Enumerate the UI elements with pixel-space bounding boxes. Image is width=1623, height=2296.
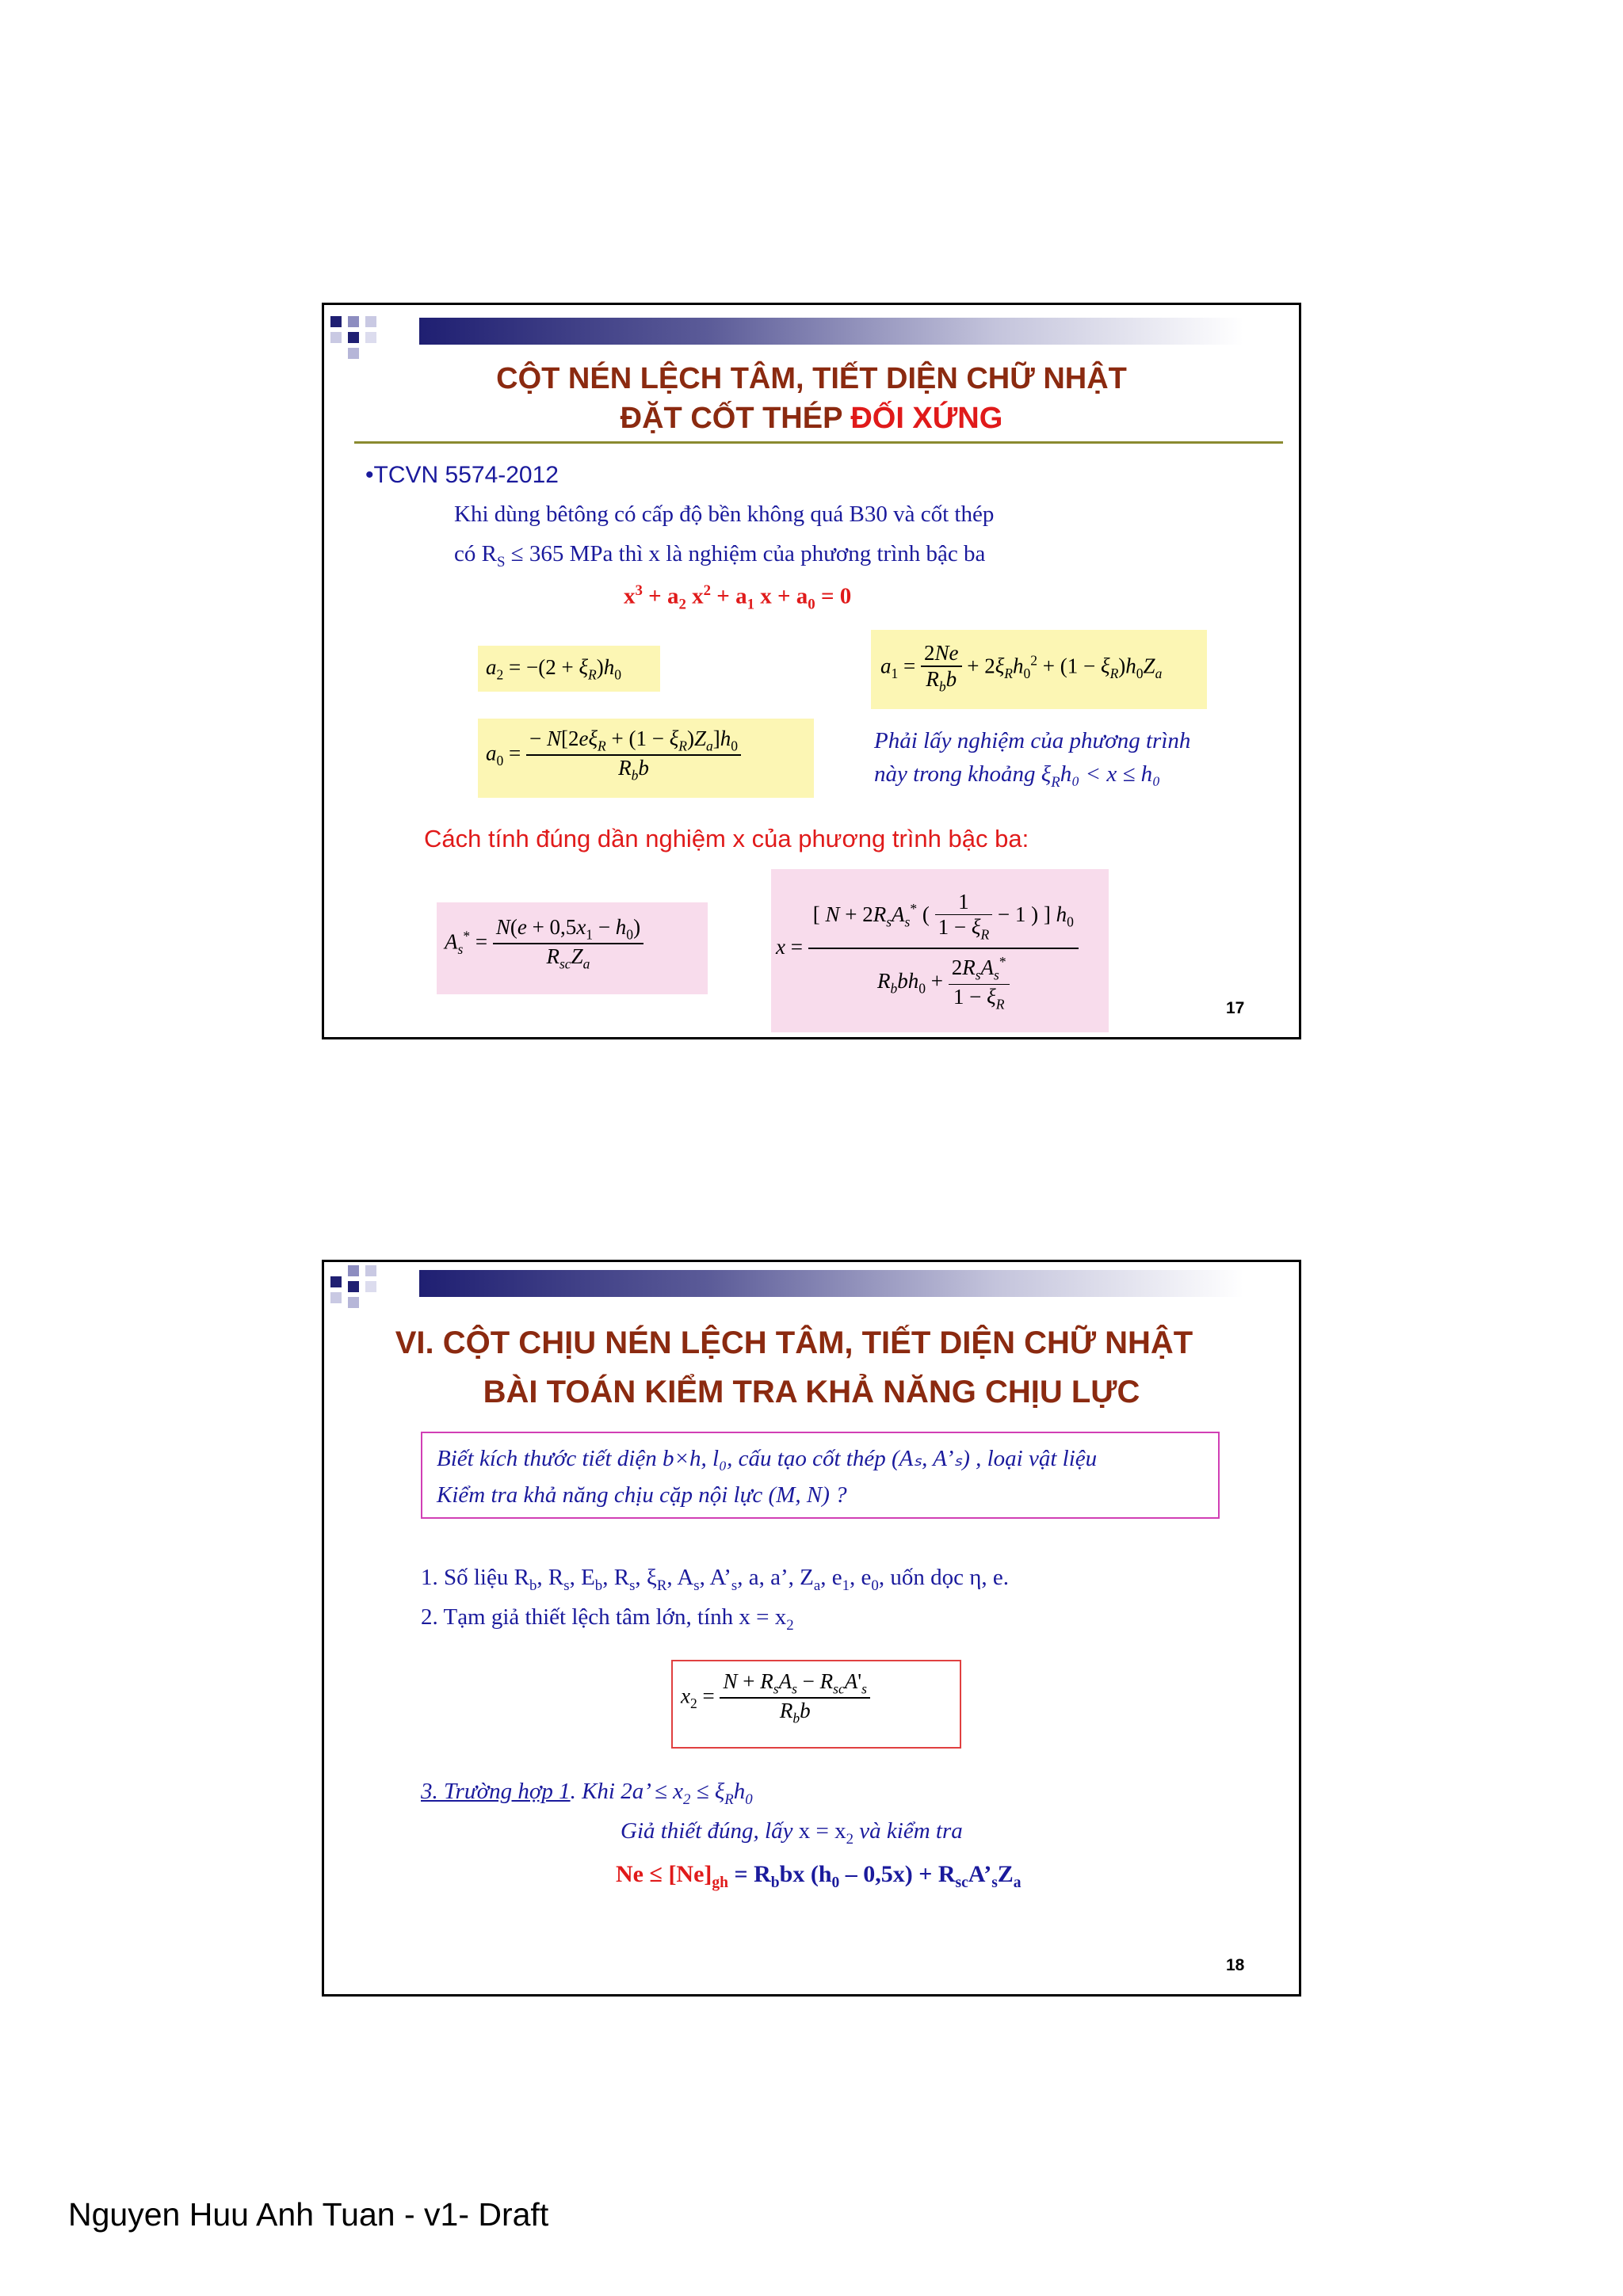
document-footer: Nguyen Huu Anh Tuan - v1- Draft xyxy=(68,2196,549,2233)
header-banner xyxy=(419,1270,1243,1297)
slide-17 xyxy=(322,303,1301,1039)
logo-squares-icon xyxy=(330,316,410,364)
slide-title-line2: ĐẶT CỐT THÉP ĐỐI XỨNG xyxy=(620,402,1003,435)
slide-18 xyxy=(322,1260,1301,1997)
case-1-label: 3. Trường hợp 1 xyxy=(421,1779,571,1804)
slide-title-line2: BÀI TOÁN KIỂM TRA KHẢ NĂNG CHỊU LỰC xyxy=(483,1375,1140,1409)
slide-title-line1: CỘT NÉN LỆCH TÂM, TIẾT DIỆN CHỮ NHẬT xyxy=(496,362,1127,395)
case-1-assumption: Giả thiết đúng, lấy $x = x_2$ và kiểm tra xyxy=(621,1818,963,1848)
page-number: 17 xyxy=(1226,999,1245,1017)
given-conditions-box xyxy=(421,1432,1220,1519)
step-1: 1. Số liệu $R_b$, $R_s$, $E_b$, $R_s$, $\xi_R$, $A_s$, $A’_s$, a, a’, $Z_a$, $e_1$, $e_0$, uốn dọc η, e. xyxy=(421,1565,1010,1594)
capacity-check: $Ne \le [Ne]_{gh} = R_bbx$ $(h_0 - 0,5x)$ + $R_{sc}A’_sZ_a$ xyxy=(616,1861,1022,1891)
case-1: 3. Trường hợp 1. Khi 2a’ ≤ $x_2 \le \xi_Rh_0$ xyxy=(421,1779,753,1808)
formula-a2: $a_2 = -(2 + \xi_R)h_0$ xyxy=(478,646,660,692)
slide-title-line1: VI. CỘT CHỊU NÉN LỆCH TÂM, TIẾT DIỆN CHỮ NHẬT xyxy=(395,1325,1193,1360)
step-2: 2. Tạm giả thiết lệch tâm lớn, tính $x = x_2$ xyxy=(421,1604,794,1634)
formula-x2: $x_2$ = $\frac{N + R_sA_s - R_{sc}A'_s}{R_bb}$ xyxy=(671,1660,961,1749)
title-divider xyxy=(354,441,1283,444)
given-line-1: Biết kích thước tiết diện b×h, l₀, cấu tạo cốt thép (Aₛ, A’ₛ) , loại vật liệu xyxy=(437,1446,1098,1471)
header-banner xyxy=(419,318,1243,345)
page-number: 18 xyxy=(1226,1956,1245,1974)
formula-a0: $a_0$ = $\frac{- N[2e\xi_R + (1 - \xi_R)Z_a]h_0}{R_bb}$ xyxy=(478,719,814,798)
cubic-equation: $x^3 + a_2$ $x^2 + a_1$ $x + a_0 = 0$ xyxy=(624,582,852,613)
root-range-note-2: này trong khoảng $\xi_Rh_0 < x \le h_0$ xyxy=(874,761,1161,791)
logo-squares-icon xyxy=(330,1265,410,1313)
intro-line-2: có $R_S \le 365$ MPa thì x là nghiệm của phương trình bậc ba xyxy=(454,541,986,570)
given-line-2: Kiểm tra khả năng chịu cặp nội lực (M, N) ? xyxy=(437,1482,847,1508)
intro-line-1: Khi dùng bêtông có cấp độ bền không quá B30 và cốt thép xyxy=(454,502,995,527)
method-heading: Cách tính đúng dần nghiệm x của phương trình bậc ba: xyxy=(424,825,1029,852)
formula-x-iteration: x = [ $N + 2R_sA_s^*$ ( $\frac{1}{1 - \xi_R}$ − 1 ) ] $h_0$ $R_bbh_0$ + $\frac{2R_sA_s^*}{1 - \xi_R}$ xyxy=(771,869,1109,1032)
root-range-note-1: Phải lấy nghiệm của phương trình xyxy=(874,728,1191,753)
formula-as-star: $A_s^*$ = $\frac{N(e + 0,5x_1 - h_0)}{R_{sc}Z_a}$ xyxy=(437,902,708,994)
bullet-standard: •TCVN 5574-2012 xyxy=(365,462,559,488)
formula-a1: $a_1$ = $\frac{2Ne}{R_bb}$ + $2\xi_Rh_0^2 + (1 - \xi_R)h_0Z_a$ xyxy=(871,630,1207,709)
